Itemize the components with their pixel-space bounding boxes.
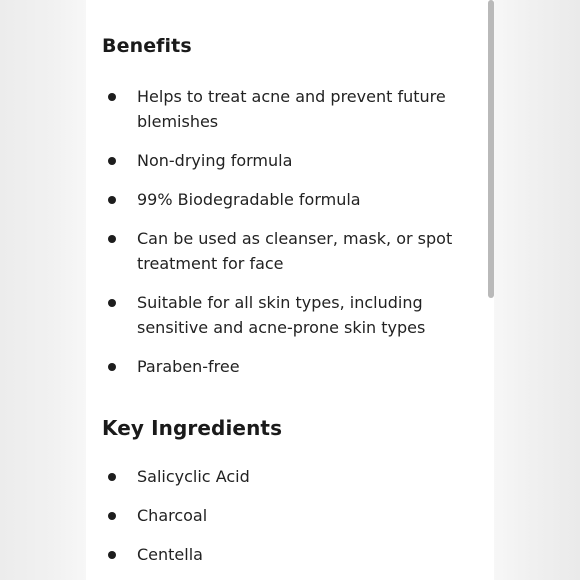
benefit-text: 99% Biodegradable formula	[137, 190, 361, 209]
key-ingredients-title: Key Ingredients	[102, 416, 283, 440]
product-details-panel[interactable]	[86, 0, 494, 580]
ingredient-text: Charcoal	[137, 506, 208, 525]
list-item	[104, 84, 484, 134]
bullet-icon	[108, 157, 116, 165]
bullet-icon	[108, 235, 116, 243]
bullet-icon	[108, 473, 116, 481]
benefit-text: Suitable for all skin types, including sensitive and acne-prone skin types	[137, 293, 426, 337]
list-item	[104, 542, 484, 567]
bullet-icon	[108, 551, 116, 559]
benefit-text: Can be used as cleanser, mask, or spot treatment for face	[137, 229, 453, 273]
right-background	[494, 0, 580, 580]
benefits-title: Benefits	[102, 35, 192, 57]
ingredient-text: Salicyclic Acid	[137, 467, 250, 486]
bullet-icon	[108, 512, 116, 520]
list-item	[104, 290, 484, 340]
key-ingredients-list	[104, 464, 484, 580]
bullet-icon	[108, 363, 116, 371]
scrollbar[interactable]	[488, 0, 494, 298]
benefits-list	[104, 84, 484, 393]
list-item	[104, 354, 484, 379]
benefit-text: Paraben-free	[137, 357, 240, 376]
bullet-icon	[108, 299, 116, 307]
left-background	[0, 0, 86, 580]
list-item	[104, 503, 484, 528]
list-item	[104, 148, 484, 173]
list-item	[104, 226, 484, 276]
bullet-icon	[108, 93, 116, 101]
benefit-text: Non-drying formula	[137, 151, 293, 170]
list-item	[104, 464, 484, 489]
bullet-icon	[108, 196, 116, 204]
list-item	[104, 187, 484, 212]
ingredient-text: Centella	[137, 545, 203, 564]
benefit-text: Helps to treat acne and prevent future blemishes	[137, 87, 446, 131]
